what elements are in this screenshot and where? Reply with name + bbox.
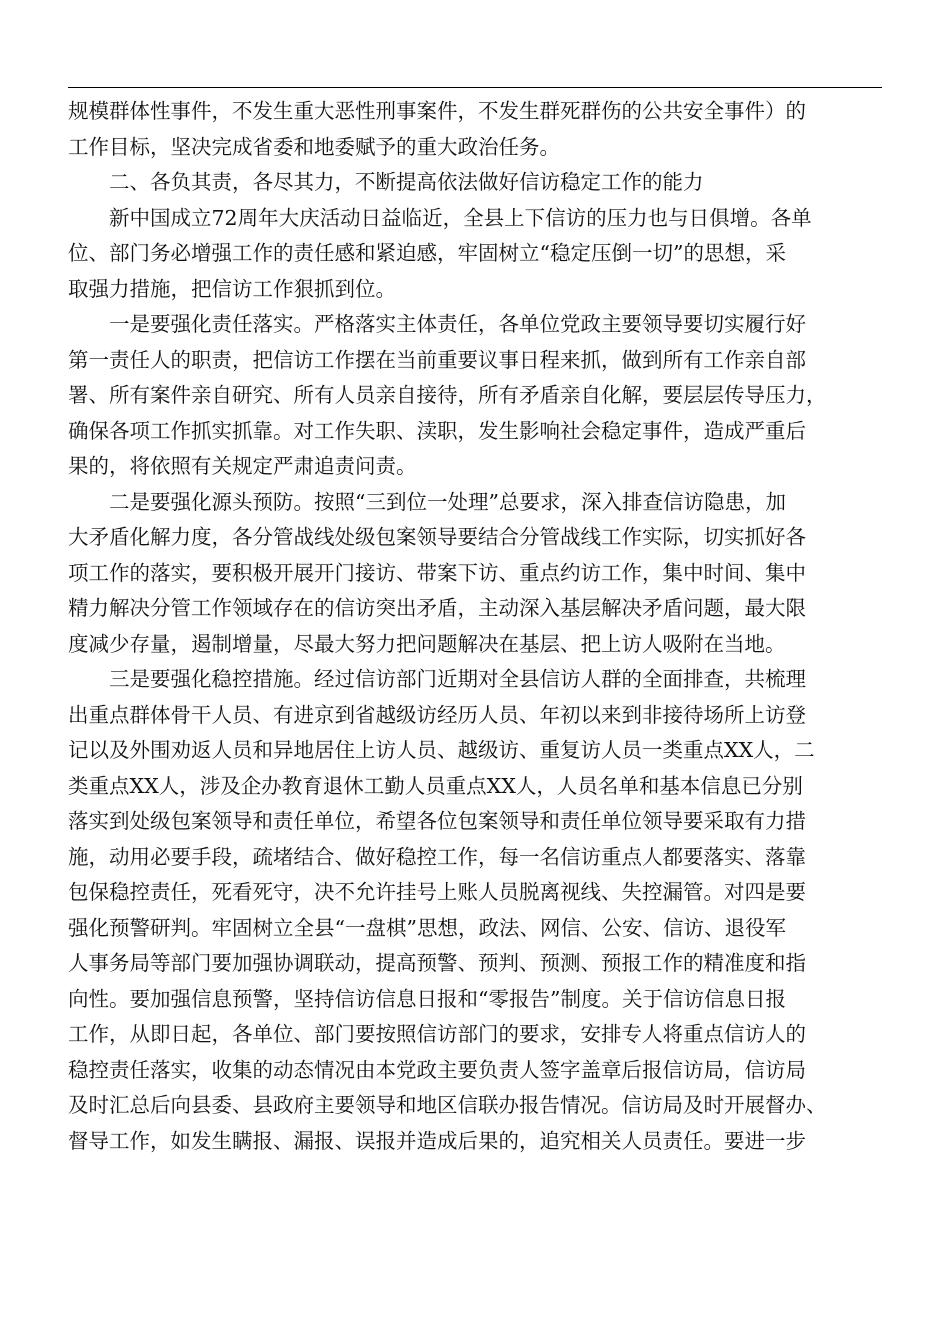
text-line: 大矛盾化解力度，各分管战线处级包案领导要结合分管战线工作实际，切实抓好各	[68, 525, 806, 549]
text-line: 记以及外围劝返人员和异地居住上访人员、越级访、重复访人员一类重点XX人，二	[68, 738, 815, 762]
text-line: 一是要强化责任落实。严格落实主体责任，各单位党政主要领导要切实履行好	[109, 312, 806, 336]
text-line: 工作目标，坚决完成省委和地委赋予的重大政治任务。	[68, 134, 560, 159]
text-line: 确保各项工作抓实抓靠。对工作失职、渎职，发生影响社会稳定事件，造成严重后	[68, 418, 806, 443]
text-line: 取强力措施，把信访工作狠抓到位。	[68, 276, 396, 301]
section-heading: 二、各负其责，各尽其力，不断提高依法做好信访稳定工作的能力	[109, 170, 704, 194]
header-rule	[68, 87, 882, 88]
document-body	[68, 94, 882, 1159]
text-line: 施，动用必要手段，疏堵结合、做好稳控工作，每一名信访重点人都要落实、落靠	[68, 844, 806, 869]
text-line: 类重点XX人，涉及企办教育退休工勤人员重点XX人，人员名单和基本信息已分别	[68, 773, 803, 798]
text-line: 人事务局等部门要加强协调联动，提高预警、预判、预测、预报工作的精准度和指	[68, 951, 806, 975]
text-line: 督导工作，如发生瞒报、漏报、误报并造成后果的，追究相关人员责任。要进一步	[68, 1128, 806, 1153]
text-line: 强化预警研判。牢固树立全县“一盘棋”思想，政法、网信、公安、信访、退役军	[68, 915, 786, 940]
text-line: 三是要强化稳控措施。经过信访部门近期对全县信访人群的全面排查，共梳理	[109, 667, 806, 691]
text-line: 出重点群体骨干人员、有进京到省越级访经历人员、年初以来到非接待场所上访登	[68, 702, 806, 727]
text-line: 位、部门务必增强工作的责任感和紧迫感，牢固树立“稳定压倒一切”的思想，采	[68, 241, 786, 265]
text-line: 项工作的落实，要积极开展开门接访、带案下访、重点约访工作，集中时间、集中	[68, 560, 806, 585]
text-line: 及时汇总后向县委、县政府主要领导和地区信联办报告情况。信访局及时开展督办、	[68, 1093, 827, 1117]
text-line: 工作，从即日起，各单位、部门要按照信访部门的要求，安排专人将重点信访人的	[68, 1022, 806, 1046]
text-line: 署、所有案件亲自研究、所有人员亲自接待，所有矛盾亲自化解，要层层传导压力，	[68, 383, 827, 407]
text-line: 包保稳控责任，死看死守，决不允许挂号上账人员脱离视线、失控漏管。对四是要	[68, 880, 806, 904]
text-line: 精力解决分管工作领域存在的信访突出矛盾，主动深入基层解决矛盾问题，最大限	[68, 596, 806, 620]
text-line: 第一责任人的职责，把信访工作摆在当前重要议事日程来抓，做到所有工作亲自部	[68, 347, 806, 372]
text-line: 二是要强化源头预防。按照“三到位一处理”总要求，深入排查信访隐患，加	[109, 489, 786, 514]
text-line: 向性。要加强信息预警，坚持信访信息日报和“零报告”制度。关于信访信息日报	[68, 986, 786, 1011]
text-line: 新中国成立72周年大庆活动日益临近，全县上下信访的压力也与日俱增。各单	[109, 205, 812, 230]
text-line: 稳控责任落实，收集的动态情况由本党政主要负责人签字盖章后报信访局，信访局	[68, 1057, 806, 1082]
text-line: 果的，将依照有关规定严肃追责问责。	[68, 454, 417, 478]
text-line: 度减少存量，遏制增量，尽最大努力把问题解决在基层、把上访人吸附在当地。	[68, 631, 786, 656]
text-line: 规模群体性事件，不发生重大恶性刑事案件，不发生群死群伤的公共安全事件）的	[68, 99, 806, 123]
text-line: 落实到处级包案领导和责任单位，希望各位包案领导和责任单位领导要采取有力措	[68, 809, 806, 833]
